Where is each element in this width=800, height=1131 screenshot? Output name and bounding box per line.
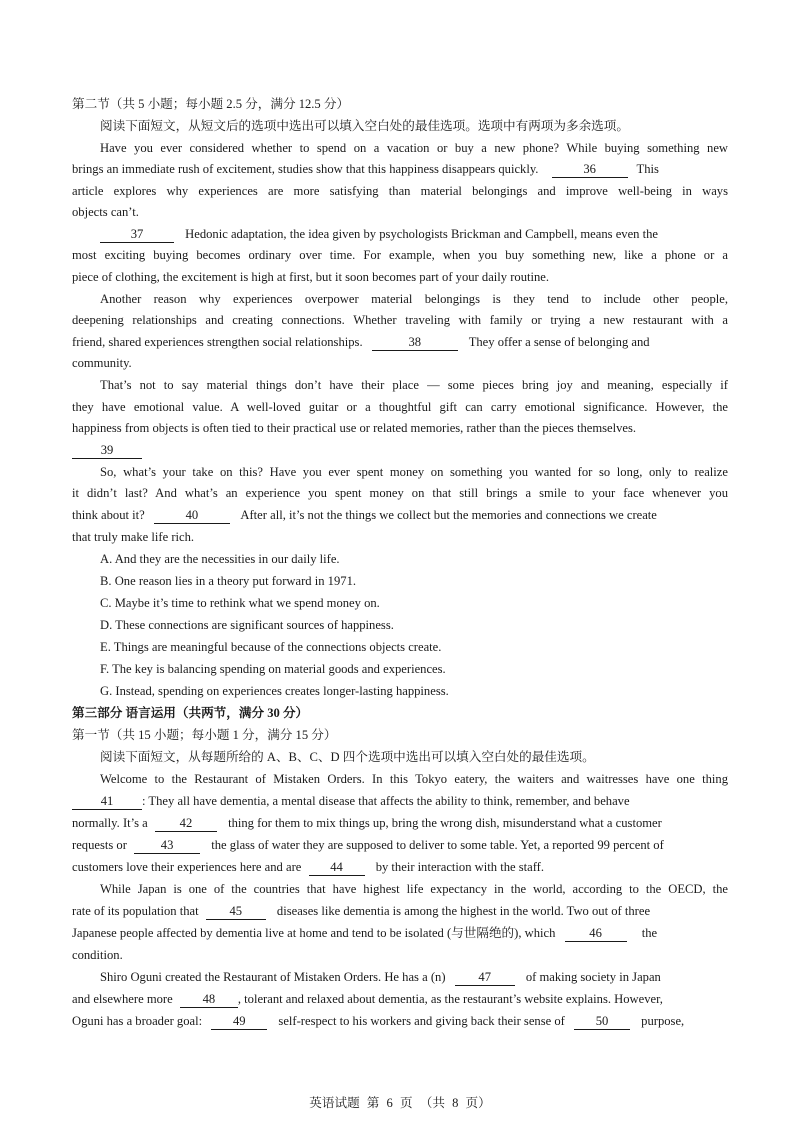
passage-line: and elsewhere more 48 , tolerant and relaxed about dementia, as the restaurant’s website explains. However, <box>72 992 663 1006</box>
option-a: A. And they are the necessities in our daily life. <box>100 552 340 566</box>
blank-48: 48 <box>180 992 238 1008</box>
blank-49: 49 <box>211 1014 267 1030</box>
blank-38: 38 <box>372 335 458 351</box>
option-c: C. Maybe it’s time to rethink what we spend money on. <box>100 596 380 610</box>
passage-line: article explores why experiences are more satisfying than material belongings and improve well-being in ways <box>72 184 728 198</box>
blank-39: 39 <box>72 443 142 459</box>
part3-section1-heading: 第一节（共 15 小题；每小题 1 分，满分 15 分） <box>72 728 337 742</box>
part3-instruction: 阅读下面短文，从每题所给的 A、B、C、D 四个选项中选出可以填入空白处的最佳选项。 <box>100 750 595 764</box>
passage-line: That’s not to say material things don’t have their place — some pieces bring joy and meaning, especially if <box>100 378 728 392</box>
blank-37: 37 <box>100 227 174 243</box>
passage-line: they have emotional value. A well-loved guitar or a thoughtful gift can carry emotional significance. However, the <box>72 400 728 414</box>
option-d: D. These connections are significant sources of happiness. <box>100 618 394 632</box>
passage-line: Shiro Oguni created the Restaurant of Mistaken Orders. He has a (n) 47 of making society in Japan <box>100 970 661 984</box>
option-b: B. One reason lies in a theory put forward in 1971. <box>100 574 357 588</box>
blank-36: 36 <box>552 162 628 178</box>
blank-47: 47 <box>455 970 515 986</box>
passage-line: Have you ever considered whether to spend on a vacation or buy a new phone? While buying something new <box>100 141 728 155</box>
passage-line: happiness from objects is often tied to their practical use or related memories, rather than the pieces themselves. <box>72 421 637 435</box>
passage-line: condition. <box>72 948 123 962</box>
passage-line: think about it? 40 After all, it’s not the things we collect but the memories and connections we create <box>72 508 657 522</box>
passage-line: 37 Hedonic adaptation, the idea given by psychologists Brickman and Campbell, means even the <box>100 225 658 243</box>
passage-line: 41 : They all have dementia, a mental disease that affects the ability to think, remember, and behave <box>72 792 630 810</box>
blank-40: 40 <box>154 508 230 524</box>
section2-instruction: 阅读下面短文，从短文后的选项中选出可以填入空白处的最佳选项。选项中有两项为多余选项。 <box>100 119 629 133</box>
passage-line: customers love their experiences here and are 44 by their interaction with the staff. <box>72 860 545 874</box>
blank-42: 42 <box>155 816 217 832</box>
passage-line: it didn’t last? And what’s an experience you spent money on that still brings a smile to your face whenever you <box>72 486 728 500</box>
passage-line: Welcome to the Restaurant of Mistaken Orders. In this Tokyo eatery, the waiters and waitresses have one thing <box>100 772 728 786</box>
passage-line: requests or 43 the glass of water they are supposed to deliver to some table. Yet, a reported 99 percent of <box>72 838 664 852</box>
passage-line: community. <box>72 356 132 370</box>
blank-41: 41 <box>72 794 142 810</box>
passage-line: deepening relationships and creating connections. Whether traveling with family or trying a new restaurant with a <box>72 313 728 327</box>
passage-line: Japanese people affected by dementia live at home and tend to be isolated (与世隔绝的), which 46 the <box>72 926 658 940</box>
passage-line: friend, shared experiences strengthen social relationships. 38 They offer a sense of belonging and <box>72 335 650 349</box>
page-footer: 英语试题 第 6 页 （共 8 页） <box>309 1096 491 1110</box>
option-e: E. Things are meaningful because of the connections objects create. <box>100 640 442 654</box>
passage-line: Oguni has a broader goal: 49 self-respect to his workers and giving back their sense of 50 purpose, <box>72 1014 685 1028</box>
section2-heading: 第二节（共 5 小题；每小题 2.5 分，满分 12.5 分） <box>72 97 350 111</box>
passage-line: While Japan is one of the countries that have highest life expectancy in the world, according to the OECD, the <box>100 882 728 896</box>
passage-line: So, what’s your take on this? Have you ever spent money on something you wanted for so long, only to realize <box>100 465 728 479</box>
passage-line: normally. It’s a 42 thing for them to mix things up, bring the wrong dish, misunderstand what a customer <box>72 816 662 830</box>
option-g: G. Instead, spending on experiences creates longer-lasting happiness. <box>100 684 449 698</box>
passage-line: that truly make life rich. <box>72 530 195 544</box>
blank-43: 43 <box>134 838 200 854</box>
passage-line: piece of clothing, the excitement is high at first, but it soon becomes part of your daily routine. <box>72 270 550 284</box>
passage-line: rate of its population that 45 diseases like dementia is among the highest in the world. Two out of three <box>72 904 651 918</box>
blank-46: 46 <box>565 926 627 942</box>
passage-line: brings an immediate rush of excitement, studies show that this happiness disappears quickly. 36 This <box>72 162 659 176</box>
blank-44: 44 <box>309 860 365 876</box>
blank-45: 45 <box>206 904 266 920</box>
passage-line: Another reason why experiences overpower material belongings is they tend to include other people, <box>100 292 728 306</box>
passage-line: objects can’t. <box>72 205 139 219</box>
passage-line: most exciting buying becomes ordinary over time. For example, when you buy something new, like a phone or a <box>72 248 728 262</box>
part3-heading: 第三部分 语言运用（共两节，满分 30 分） <box>72 706 309 720</box>
passage-line <box>72 441 142 459</box>
blank-50: 50 <box>574 1014 630 1030</box>
option-f: F. The key is balancing spending on material goods and experiences. <box>100 662 446 676</box>
